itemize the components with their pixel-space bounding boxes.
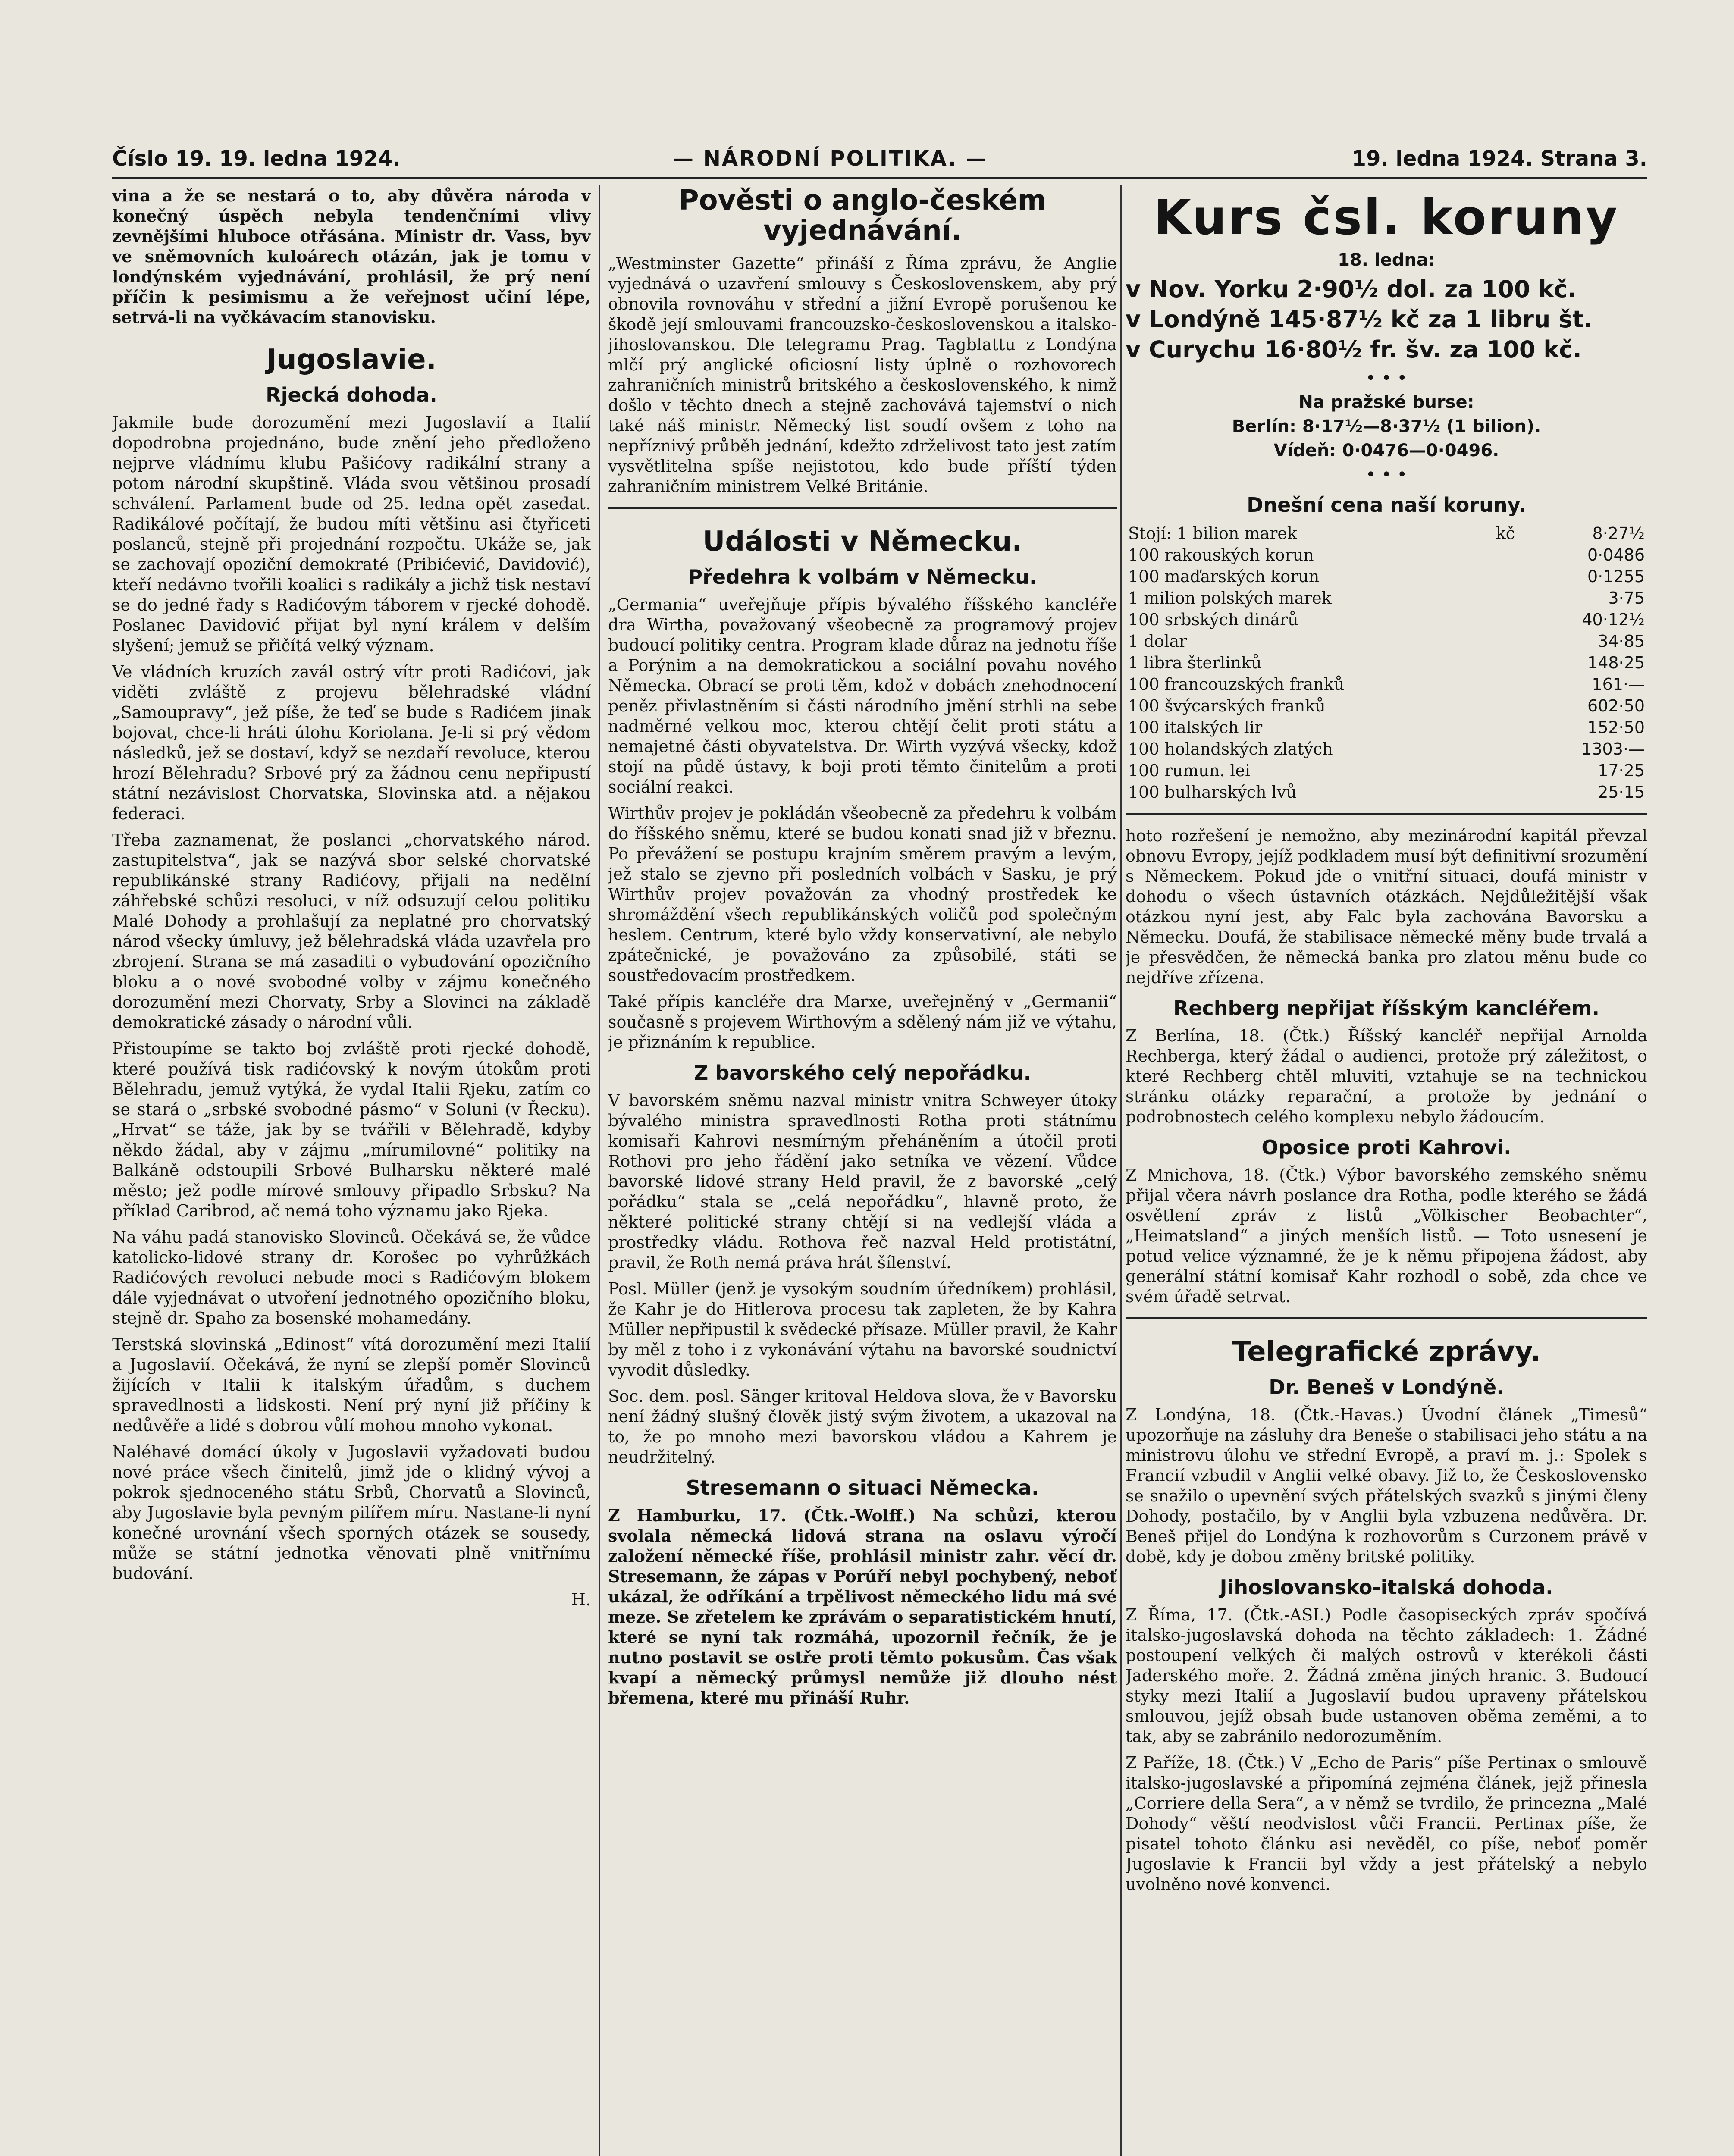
currency-value: 17·25 bbox=[1598, 761, 1645, 780]
divider bbox=[1126, 813, 1647, 815]
currency-label: Stojí: 1 bilion marek bbox=[1128, 524, 1297, 543]
currency-value: 148·25 bbox=[1587, 653, 1645, 672]
section-title-anglo: Pověsti o anglo-českém vyjednávání. bbox=[678, 185, 1047, 247]
currency-row bbox=[1126, 523, 1647, 544]
article-paragraph: Na váhu padá stanovisko Slovinců. Očekává se, že vůdce katolicko-lidové strany dr. Korošec po vyhrůžkách Radićových revoluci nebude moci s Radićovým blokem dále vyjednávat o utvoření jednotného opozičního bloku, stejně dr. Spaho za bosenské mohamedány. bbox=[112, 1228, 591, 1328]
section-subtitle: Rechberg nepřijat říšským kancléřem. bbox=[1173, 997, 1600, 1020]
kurs-new-york: v Nov. Yorku 2·90½ dol. za 100 kč. bbox=[1126, 276, 1577, 303]
ornament: • • • bbox=[1365, 368, 1408, 388]
kurs-london: v Londýně 145·87½ kč za 1 libru št. bbox=[1126, 306, 1593, 333]
article-paragraph: Třeba zaznamenat, že poslanci „chorvatského národ. zastupitelstva“, jak se nazývá sbor selské chorvatské republikánské strany Radićovy, přijali na nedělní záhřebské schůzi resoluci, v níž odsuzují celou politiku Malé Dohody a prohlašují za neplatné pro chorvatský národ všecky úmluvy, jež bělehradská vláda uzavřela pro zbrojení. Strana se má zasaditi o vybudování opozičního bloku a o nové svobodné volby v zájmu konečného dorozumění mezi Chorvaty, Srby a Slovinci na základě demokratické zásady o národní vůli. bbox=[112, 830, 591, 1032]
currency-value: 161·— bbox=[1592, 675, 1645, 694]
divider bbox=[608, 507, 1117, 509]
currency-label: 100 holandských zlatých bbox=[1128, 740, 1333, 758]
currency-value: 0·1255 bbox=[1587, 567, 1645, 586]
article-paragraph: Terstská slovinská „Edinost“ vítá dorozumění mezi Italií a Jugoslavií. Očekává, že nyní se zlepší poměr Slovinců žijících v Italii k italským úřadům, s duchem spravedlnosti a lidskosti. Není prý nyní již příčiny k nedůvěře a lidé s dobrou vůlí mohou mnoho vykonat. bbox=[112, 1335, 591, 1435]
currency-value: 25·15 bbox=[1598, 783, 1645, 802]
cena-title: Dnešní cena naší koruny. bbox=[1247, 493, 1526, 517]
section-subtitle: Jihoslovansko-italská dohoda. bbox=[1220, 1576, 1553, 1599]
kurs-zurich: v Curychu 16·80½ fr. šv. za 100 kč. bbox=[1126, 336, 1582, 363]
ornament: • • • bbox=[1365, 465, 1408, 485]
currency-value: 0·0486 bbox=[1587, 545, 1645, 564]
article-paragraph: Z Paříže, 18. (Čtk.) V „Echo de Paris“ píše Pertinax o smlouvě italsko-jugoslavské a připomíná zejména článek, jejž přinesla „Corriere della Sera“, a v němž se tvrdilo, že princezna „Malé Dohody“ věští neodvislost vůči Francii. Pertinax píše, že pisatel tohoto článku asi nevěděl, co píše, neboť poměr Jugoslavie k Francii byl vždy a jest přátelský a nebylo uvolněno nové konvenci. bbox=[1126, 1753, 1647, 1894]
currency-label: 100 francouzských franků bbox=[1128, 675, 1345, 694]
currency-row bbox=[1126, 587, 1647, 609]
currency-unit: kč bbox=[1496, 524, 1515, 543]
article-paragraph: „Westminster Gazette“ přináší z Říma zprávu, že Anglie vyjednává o uzavření smlouvy s Československem, aby prý obnovila rovnováhu v střední a jižní Evropě porušenou ke škodě její smlouvami francouzsko-československou a italsko-jihoslovanskou. Dle telegramu Prag. Tagblattu z Londýna mlčí prý anglické oficiosní listy úplně o rozhovorech zahraničních ministrů britského a československého, k nimž došlo v těchto dnech a stejně zachovává tajemství o nich také náš ministr. Německý list soudí ovšem z toho na nepříznivý průběh jednání, kdežto zdrželivost tato jest zatím vysvětlitelna spíše nejistotou, kdo bude příští týden zahraničním ministrem Velké Británie. bbox=[608, 254, 1117, 496]
currency-row bbox=[1126, 695, 1647, 717]
intro-paragraph: vina a že se nestará o to, aby důvěra národa v konečný úspěch nebyla tendenčními vlivy zevnějšími hluboce otřásána. Ministr dr. Vass, byv ve sněmovních kuloárech otázán, jak je tomu v londýnském vyjednávání, prohlásil, že prý není příčin k pesimismu a že veřejnost učiní lépe, setrvá-li na vyčkávacím stanovisku. bbox=[112, 186, 591, 327]
column-rule bbox=[599, 185, 600, 2156]
currency-unit bbox=[1493, 566, 1534, 587]
divider bbox=[1126, 1317, 1647, 1319]
currency-value: 602·50 bbox=[1587, 696, 1645, 715]
burse-viden: Vídeň: 0·0476—0·0496. bbox=[1273, 441, 1499, 461]
currency-row bbox=[1126, 760, 1647, 781]
column-2 bbox=[608, 185, 1117, 2156]
issue-number: Číslo 19. 19. ledna 1924. bbox=[112, 147, 401, 171]
currency-value: 3·75 bbox=[1608, 589, 1645, 608]
currency-value: 40·12½ bbox=[1582, 610, 1645, 629]
article-paragraph: „Germania“ uveřejňuje přípis bývalého říšského kancléře dra Wirtha, považovaný všeobecně za programový projev budoucí politiky centra. Program klade důraz na jednotu říše a Porýnim a na demokratickou a sociální povahu nového Německa. Obrací se proti těm, kdož v dobách znehodnocení peněz přivlastněním si části národního jmění strhli na sebe nadměrné velkou moc, kterou chtějí čelit proti státu a nemajetné části obyvatelstva. Dr. Wirth vyzývá všecky, kdož stojí na půdě ústavy, k boji proti těmto činitelům a proti sociální reakci. bbox=[608, 595, 1117, 796]
article-paragraph: Naléhavé domácí úkoly v Jugoslavii vyžadovati budou nové práce všech činitelů, jimž jde o klidný vývoj a pokrok sjednoceného státu Srbů, Chorvatů a Slovinců, aby Jugoslavie byla pevným pilířem míru. Nastane-li nyní konečné urovnání všech sporných otázek se sousedy, může se státní jednotka věnovati plně vnitřnímu budování. bbox=[112, 1442, 591, 1583]
section-subtitle: Z bavorského celý nepořádku. bbox=[693, 1061, 1032, 1084]
currency-unit bbox=[1493, 587, 1534, 609]
burse-berlin: Berlín: 8·17½—8·37½ (1 bilion). bbox=[1232, 417, 1541, 436]
article-paragraph: Ve vládních kruzích zavál ostrý vítr proti Radićovi, jak viděti zvláště z projevu bělehradské vládní „Samoupravy“, jež píše, že teď se bude s Radićem jinak bojovat, chce-li hráti úlohu Koriolana. Je-li si prý vědom následků, jež se dostaví, když se nezdaří revoluce, kterou hrozí Bělehradu? Srbové prý za žádnou cenu nepřipustí státní nezávislost Chorvatska, Slovinska atd. a nějakou federaci. bbox=[112, 662, 591, 823]
currency-row bbox=[1126, 652, 1647, 674]
currency-unit bbox=[1493, 609, 1534, 630]
article-paragraph: Z Říma, 17. (Čtk.-ASI.) Podle časopiseckých zpráv spočívá italsko-jugoslavská dohoda na těchto základech: 1. Žádné postoupení velkých či malých ostrovů v kterékoli části Jaderského moře. 2. Žádná změna jiných hranic. 3. Budoucí styky mezi Italií a Jugoslavií budou upraveny přátelskou smlouvou, jejíž obsah bude ustanoven oběma zeměmi, a to tak, aby se zabránilo nedorozuměním. bbox=[1126, 1605, 1647, 1746]
currency-label: 1 dolar bbox=[1128, 632, 1187, 651]
section-subtitle: Oposice proti Kahrovi. bbox=[1261, 1136, 1511, 1159]
article-paragraph: Z Londýna, 18. (Čtk.-Havas.) Úvodní článek „Timesů“ upozorňuje na zásluhy dra Beneše o stabilisaci jeho státu a na ministrovu úlohu ve střední Evropě, a praví m. j.: Spolek s Francií vzbudil v Anglii velké obavy. Již to, že Československo se snažilo o upevnění svých přátelských svazků s jinými členy Dohody, postačilo, by v Anglii byla vzbuzena nedůvěra. Dr. Beneš přijel do Londýna k rozhovorům s Curzonem právě v době, kdy je dobou změny britské politiky. bbox=[1126, 1405, 1647, 1566]
section-subtitle: Rjecká dohoda. bbox=[266, 383, 437, 407]
currency-unit bbox=[1493, 781, 1534, 803]
currency-row bbox=[1126, 566, 1647, 587]
article-paragraph: Posl. Müller (jenž je vysokým soudním úředníkem) prohlásil, že Kahr je do Hitlerova procesu tak zapleten, že by Kahra Müller nepřipustil k svědecké přísaze. Müller pravil, že Kahr by měl z toho i z vykonávání výtahu na bavorské soudnictví vyvodit důsledky. bbox=[608, 1279, 1117, 1379]
currency-row bbox=[1126, 544, 1647, 566]
currency-unit bbox=[1493, 652, 1534, 674]
currency-unit bbox=[1493, 544, 1534, 566]
burse-label: Na pražské burse: bbox=[1298, 392, 1474, 412]
currency-label: 100 rakouských korun bbox=[1128, 545, 1314, 564]
currency-label: 100 rumun. lei bbox=[1128, 761, 1251, 780]
section-title-jugoslavie: Jugoslavie. bbox=[267, 344, 436, 376]
currency-label: 100 srbských dinárů bbox=[1128, 610, 1298, 629]
currency-unit bbox=[1493, 717, 1534, 738]
currency-label: 1 libra šterlinků bbox=[1128, 653, 1262, 672]
currency-label: 100 italských lir bbox=[1128, 718, 1263, 737]
section-title-nemecko: Události v Německu. bbox=[702, 526, 1022, 558]
currency-row bbox=[1126, 630, 1647, 652]
page-header bbox=[112, 142, 1647, 179]
article-signature: H. bbox=[571, 1590, 591, 1609]
currency-row bbox=[1126, 738, 1647, 760]
currency-row bbox=[1126, 609, 1647, 630]
kurs-title: Kurs čsl. koruny bbox=[1154, 190, 1619, 246]
article-paragraph: Přistoupíme se takto boj zvláště proti rjecké dohodě, které používá tisk radićovský k novým útokům proti Bělehradu, jemuž vytýká, že vydal Italii Rjeku, zatím co se stará o „srbské svobodné pásmo“ v Soluni (v Řecku). „Hrvat“ se táže, jak by se tvářili v Bělehradě, kdyby někdo žádal, aby v zájmu „mírumilovné“ politiky na Balkáně odstoupili Srbové Bulharsku některé malé město; jež podle mírové smlouvy připadlo Srbsku? Na příklad Caribrod, ač nemá toho významu jako Rjeka. bbox=[112, 1039, 591, 1220]
article-paragraph: Soc. dem. posl. Sänger kritoval Heldova slova, že v Bavorsku není žádný slušný člověk jistý svým životem, a ukazoval na to, že po mnoho mezi bavorskou vládou a Kahrem je neudržitelný. bbox=[608, 1387, 1117, 1467]
currency-label: 100 bulharských lvů bbox=[1128, 783, 1297, 802]
currency-unit bbox=[1493, 760, 1534, 781]
currency-label: 100 švýcarských franků bbox=[1128, 696, 1326, 715]
page-number: 19. ledna 1924. Strana 3. bbox=[1351, 147, 1647, 171]
article-paragraph: Z Hamburku, 17. (Čtk.-Wolff.) Na schůzi, kterou svolala německá lidová strana na oslavu výročí založení německé říše, prohlásil ministr zahr. věcí dr. Stresemann, že zápas v Porúří nebyl pochybený, neboť ukázal, že odříkání a trpělivost německého lidu má své meze. Se zřetelem ke zprávám o separatistickém hnutí, které se nyní tak rozmáhá, upozornil řečník, že je nutno postavit se ostře proti těmto pokusům. Čas však kvapí a německý průmysl nemůže již dlouho nést břemena, které mu přináší Ruhr. bbox=[608, 1506, 1117, 1708]
column-1 bbox=[112, 185, 591, 2156]
currency-value: 8·27½ bbox=[1592, 524, 1645, 543]
currency-unit bbox=[1493, 738, 1534, 760]
masthead: — NÁRODNÍ POLITIKA. — bbox=[673, 147, 988, 171]
currency-value: 152·50 bbox=[1587, 718, 1645, 737]
currency-row bbox=[1126, 674, 1647, 695]
article-paragraph: V bavorském sněmu nazval ministr vnitra Schweyer útoky bývalého ministra spravedlnosti Rotha proti státnímu komisaři Kahrovi nesmírným přeháněním a útočil proti Rothovi pro jeho řádění jako setníka ve vězení. Vůdce bavorské lidové strany Held pravil, že z bavorské „celý pořádku“ stala se „celá nepořádku“, hlavně proto, že některé politické strany chtějí si na vedlejší vláda a prostředky vládu. Rothova řeč nazval Held protistátní, pravil, že Roth nemá práva hrát šílenství. bbox=[608, 1091, 1117, 1272]
article-paragraph: Wirthův projev je pokládán všeobecně za předehru k volbám do říšského sněmu, které se budou konati snad již v březnu. Po převážení se postupu krajním směrem pravým a levým, jež stalo se zjevno při posledních volbách v Sasku, je prý Wirthův projev považován za vhodný prostředek ke shromáždění všech republikánských voličů pod společným heslem. Centrum, které bylo vždy konservativní, ale nebylo zpátečnické, je považováno za způsobilé, státi se soustředovacím prostředkem. bbox=[608, 804, 1117, 985]
currency-value: 1303·— bbox=[1581, 740, 1645, 758]
kurs-date: 18. ledna: bbox=[1338, 250, 1435, 270]
article-paragraph: Jakmile bude dorozumění mezi Jugoslavií a Italií dopodrobna projednáno, bude znění jeho předloženo nejprve vládnímu klubu Pašićovy radikální strany a potom národní skupštině. Vláda svou většinou prosadí schválení. Parlament bude od 25. ledna opět zasedat. Radikálové počítají, že budou míti většinu asi čtyřiceti poslanců, stejně při projednání rozpočtu. Ukáže se, jak se zachovají opoziční demokraté (Pribićević, Davidović), kteří nedávno tvořili koalici s radikály a jichž tisk nestaví se do jedné řady s Radićovým táborem v rjecké dohodě. Poslanec Davidović přijat byl nyní králem v delším slyšení; jemuž se přičítá velký význam. bbox=[112, 413, 591, 655]
section-subtitle: Stresemann o situaci Německa. bbox=[686, 1476, 1039, 1499]
currency-table bbox=[1126, 523, 1647, 803]
currency-unit bbox=[1493, 630, 1534, 652]
article-paragraph: Z Mnichova, 18. (Čtk.) Výbor bavorského zemského sněmu přijal včera návrh poslance dra Rotha, podle kterého se žádá osvětlení zpráv z listů „Völkischer Beobachter“, „Heimatsland“ a jiných menších listů. — Toto usnesení je potud velice významné, že je k němu připojena žádost, aby generální státní komisař Kahr rozhodl o sobě, zda chce ve svém úřadě setrvat. bbox=[1126, 1166, 1647, 1306]
column-3 bbox=[1126, 185, 1647, 2156]
column-rule bbox=[1120, 185, 1122, 2156]
currency-value: 34·85 bbox=[1598, 632, 1645, 651]
currency-unit bbox=[1493, 695, 1534, 717]
article-paragraph: Z Berlína, 18. (Čtk.) Říšský kancléř nepřijal Arnolda Rechberga, který žádal o audienci, protože prý záležitost, o které Rechberg chtěl mluviti, vztahuje se na technickou stránku otázky reparační, a protože by jednání o podrobnostech celého komplexu nebylo žádoucím. bbox=[1126, 1026, 1647, 1126]
article-paragraph: Také přípis kancléře dra Marxe, uveřejněný v „Germanii“ současně s projevem Wirthovým a sdělený nám již ve výtahu, je přiznáním k republice. bbox=[608, 992, 1117, 1052]
currency-unit bbox=[1493, 674, 1534, 695]
section-subtitle: Předehra k volbám v Německu. bbox=[688, 565, 1037, 589]
section-subtitle: Dr. Beneš v Londýně. bbox=[1269, 1376, 1504, 1399]
currency-row bbox=[1126, 717, 1647, 738]
currency-label: 100 maďarských korun bbox=[1128, 567, 1320, 586]
telegraf-title: Telegrafické zprávy. bbox=[1232, 1336, 1541, 1368]
currency-row bbox=[1126, 781, 1647, 803]
article-paragraph: hoto rozřešení je nemožno, aby mezinárodní kapitál převzal obnovu Evropy, jejíž podkladem musí být definitivní srozumění s Německem. Pokud jde o vnitřní situaci, doufá ministr v dohodu o všech ústavních otázkách. Nejdůležitější však otázkou nyní jest, aby Falc byla zachována Bavorsku a Německu. Doufá, že stabilisace německé měny bude trvalá a je přesvědčen, že německá banka pro zlatou měnu bude co nejdříve zřízena. bbox=[1126, 826, 1647, 987]
currency-label: 1 milion polských marek bbox=[1128, 589, 1332, 608]
